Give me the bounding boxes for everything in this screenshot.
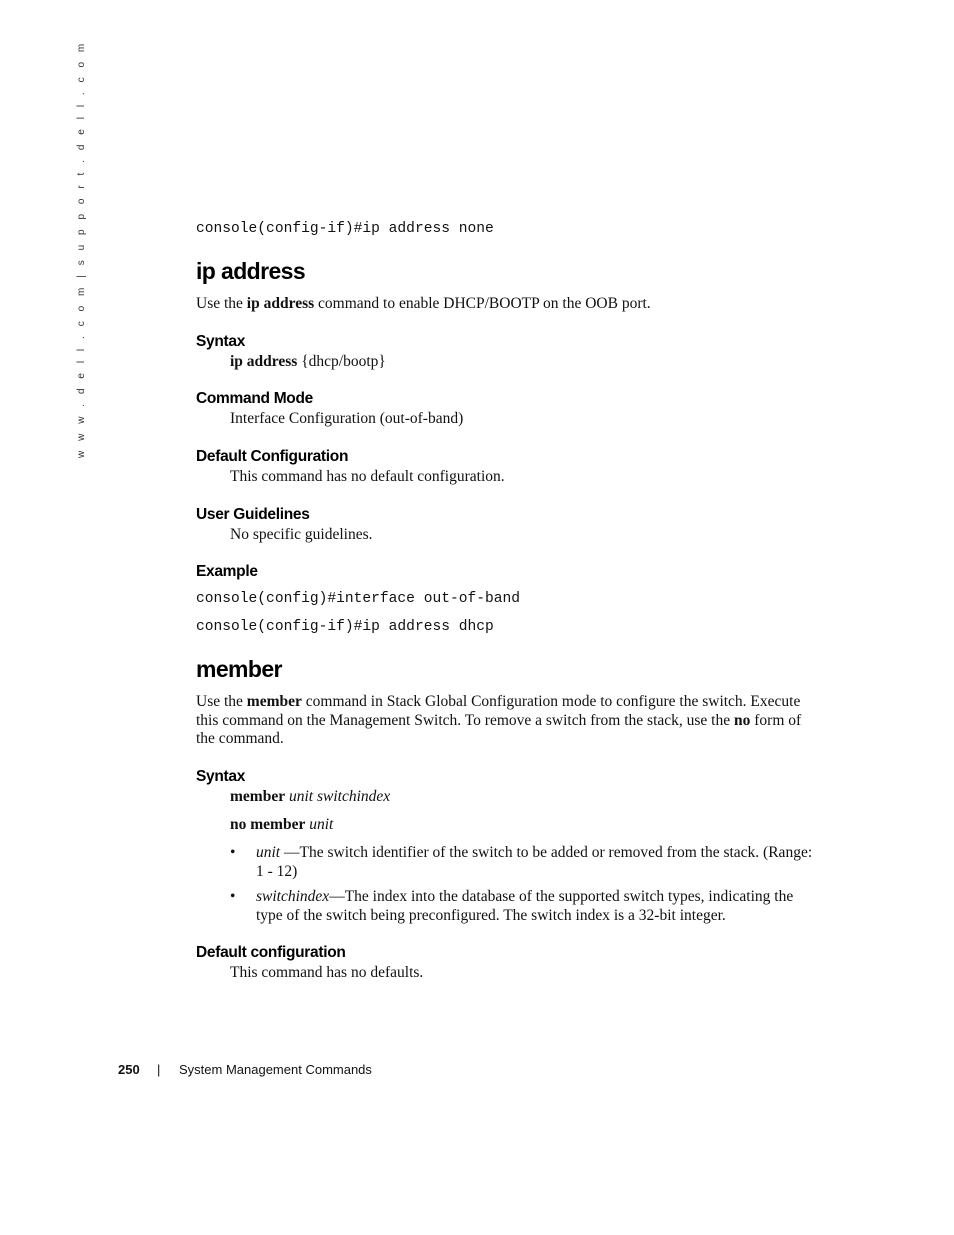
- ip-address-syntax-line: [230, 353, 386, 371]
- intro-command: ip address: [246, 295, 315, 312]
- ip-address-guidelines-heading: User Guidelines: [196, 506, 310, 523]
- example-code-line-1: console(config)#interface out-of-band: [196, 591, 521, 607]
- ip-address-default-heading: Default Configuration: [196, 448, 349, 465]
- intro-text: Use the: [196, 295, 247, 312]
- code-line-ip-address-none: console(config-if)#ip address none: [196, 221, 494, 237]
- ip-address-guidelines-text: No specific guidelines.: [230, 526, 373, 543]
- member-intro: [196, 693, 816, 749]
- intro-command: member: [246, 693, 302, 710]
- member-heading: member: [196, 656, 282, 682]
- intro-text: command in Stack Global Configuration mode to configure the switch. Execute this command on the Management Switch. To remove a switch from the stack, use the: [196, 693, 801, 729]
- bullet-icon: •: [230, 844, 236, 861]
- ip-address-heading: ip address: [196, 258, 306, 284]
- member-default-heading: Default configuration: [196, 944, 346, 961]
- intro-text: command to enable DHCP/BOOTP on the OOB port.: [314, 295, 651, 312]
- syntax-command: no member: [230, 816, 306, 833]
- ip-address-default-text: This command has no default configuration.: [230, 468, 505, 485]
- member-syntax-line-2: [230, 816, 333, 834]
- ip-address-intro: [196, 295, 816, 314]
- member-default-text: This command has no defaults.: [230, 964, 424, 981]
- list-item: [256, 888, 816, 925]
- ip-address-mode-text: Interface Configuration (out-of-band): [230, 410, 464, 427]
- ip-address-example-heading: Example: [196, 563, 258, 580]
- syntax-args: unit switchindex: [285, 788, 391, 805]
- syntax-command: member: [230, 788, 286, 805]
- side-url-text: w w w . d e l l . c o m | s u p p o r t . d e l l . c o m: [76, 40, 87, 458]
- param-description: —The switch identifier of the switch to be added or removed from the stack. (Range: 1 - 12): [256, 844, 813, 880]
- member-syntax-heading: Syntax: [196, 768, 246, 785]
- intro-text: Use the: [196, 693, 247, 710]
- bullet-icon: •: [230, 888, 236, 905]
- example-code-line-2: console(config-if)#ip address dhcp: [196, 619, 494, 635]
- param-term: unit: [256, 844, 281, 861]
- syntax-args: {dhcp/bootp}: [297, 353, 386, 370]
- footer-separator: |: [157, 1062, 161, 1077]
- page-number: 250: [118, 1062, 140, 1077]
- member-syntax-line-1: [230, 788, 390, 806]
- param-description: —The index into the database of the supported switch types, indicating the type of the switch being preconfigured. The switch index is a 32-bit integer.: [256, 888, 794, 924]
- ip-address-syntax-heading: Syntax: [196, 333, 246, 350]
- syntax-command: ip address: [230, 353, 298, 370]
- intro-text: form of the command.: [196, 711, 802, 747]
- syntax-args: unit: [305, 816, 334, 833]
- ip-address-mode-heading: Command Mode: [196, 390, 313, 407]
- list-item: [256, 844, 816, 881]
- param-term: switchindex: [256, 888, 330, 905]
- footer-section-title: System Management Commands: [179, 1062, 372, 1077]
- intro-no-keyword: no: [734, 711, 751, 729]
